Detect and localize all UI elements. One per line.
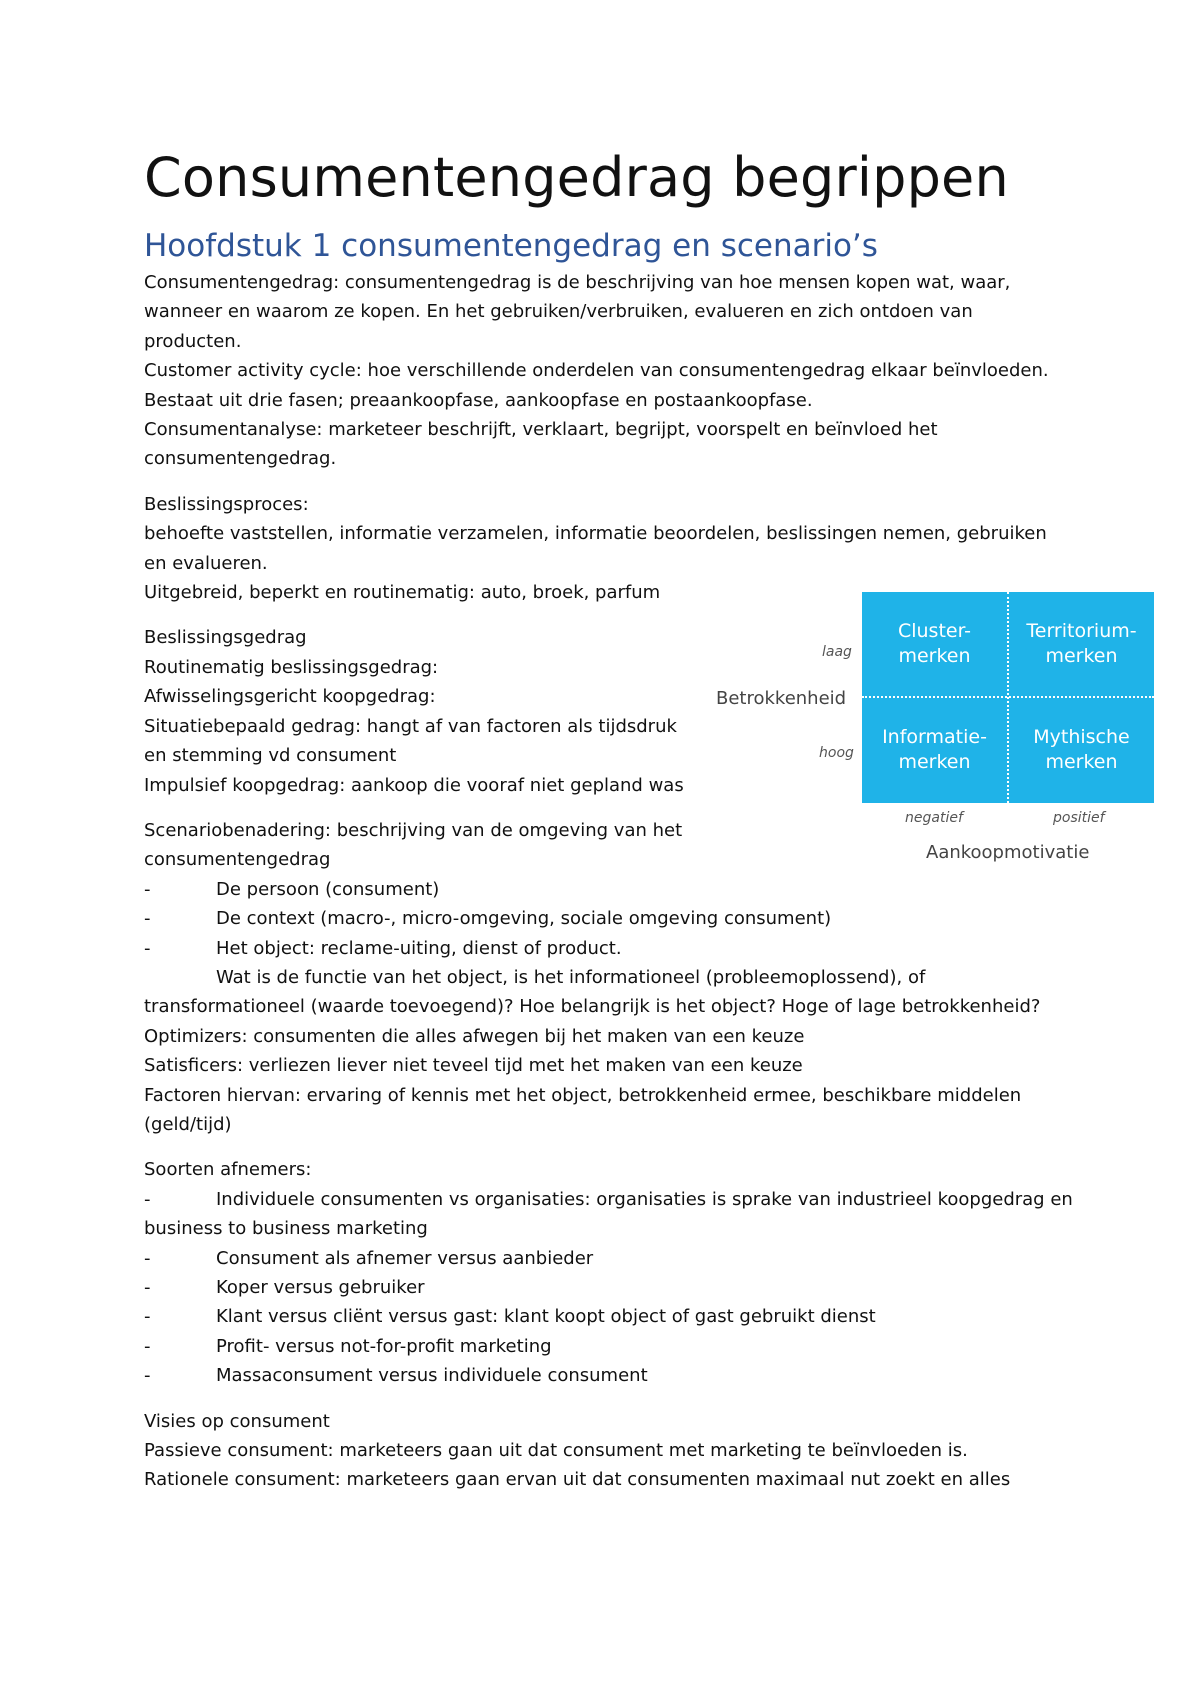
list-item-text: Consument als afnemer versus aanbieder (216, 1247, 594, 1269)
x-axis-negative-label: negatief (905, 810, 963, 826)
matrix-cell-mythische: Mythische merken (1033, 726, 1130, 773)
text-line: Bestaat uit drie fasen; preaankoopfase, aankoopfase en postaankoopfase. (144, 389, 813, 411)
list-item-text: Het object: reclame-uiting, dienst of product. (216, 937, 622, 959)
y-axis-label: Betrokkenheid (716, 688, 847, 709)
text-line: Uitgebreid, beperkt en routinematig: auto, broek, parfum (144, 582, 661, 604)
text-line: Scenariobenadering: beschrijving van de omgeving van het (144, 819, 683, 841)
text-line: Satisficers: verliezen liever niet teveel tijd met het maken van een keuze (144, 1055, 803, 1077)
list-item-text: De context (macro-, micro-omgeving, sociale omgeving consument) (216, 908, 832, 930)
text-line: Factoren hiervan: ervaring of kennis met het object, betrokkenheid ermee, beschikbare middelen (144, 1084, 1022, 1106)
document-title: Consumentengedrag begrippen (144, 146, 1009, 209)
y-axis-low-label: laag (822, 644, 852, 660)
list-item (144, 1302, 1064, 1331)
text-line: Impulsief koopgedrag: aankoop die vooraf niet gepland was (144, 774, 684, 796)
text-line: Afwisselingsgericht koopgedrag: (144, 686, 436, 708)
list-item (144, 1273, 1064, 1302)
list-item-text: Klant versus cliënt versus gast: klant koopt object of gast gebruikt dienst (216, 1306, 876, 1328)
list-item (144, 904, 1064, 933)
bullet-dash: - (144, 1188, 151, 1210)
x-axis-label: Aankoopmotivatie (926, 842, 1090, 863)
intro-paragraph (144, 268, 1064, 474)
text-line: consumentengedrag (144, 849, 331, 871)
text-line: business to business marketing (144, 1218, 428, 1240)
list-item (144, 875, 1064, 904)
text-line: en evalueren. (144, 552, 268, 574)
text-line: Consumentanalyse: marketeer beschrijft, verklaart, begrijpt, voorspelt en beïnvloed het (144, 419, 938, 441)
y-axis-high-label: hoog (819, 745, 854, 761)
text-line: transformationeel (waarde toevoegend)? Hoe belangrijk is het object? Hoge of lage betrokkenheid? (144, 996, 1041, 1018)
section-label: Beslissingsgedrag (144, 627, 307, 649)
section-label: Visies op consument (144, 1410, 330, 1432)
grid-divider-horizontal (862, 696, 1154, 698)
afnemers-section (144, 1155, 1073, 1390)
text-line: Wat is de functie van het object, is het informationeel (probleemoplossend), of (216, 966, 926, 988)
beslissingsproces-section (144, 490, 1064, 608)
list-item-text: De persoon (consument) (216, 878, 440, 900)
text-line: producten. (144, 330, 242, 352)
text-line: Optimizers: consumenten die alles afwegen bij het maken van een keuze (144, 1025, 805, 1047)
bullet-dash: - (144, 878, 151, 900)
list-item (144, 1361, 1064, 1390)
text-line: behoefte vaststellen, informatie verzamelen, informatie beoordelen, beslissingen nemen, gebruiken (144, 523, 1047, 545)
visies-section (144, 1407, 1064, 1495)
list-item (144, 1332, 1064, 1361)
text-line: Consumentengedrag: consumentengedrag is de beschrijving van hoe mensen kopen wat, waar, (144, 272, 1011, 293)
text-line: consumentengedrag. (144, 448, 337, 470)
section-label: Beslissingsproces: (144, 493, 309, 515)
bullet-dash: - (144, 1277, 151, 1298)
bullet-dash: - (144, 908, 151, 930)
bullet-dash: - (144, 1247, 151, 1269)
list-item-text: Koper versus gebruiker (216, 1277, 425, 1298)
list-item (144, 1185, 1073, 1214)
text-line: Passieve consument: marketeers gaan uit dat consument met marketing te beïnvloeden is. (144, 1440, 968, 1462)
bullet-dash: - (144, 1335, 151, 1357)
section-label: Soorten afnemers: (144, 1159, 312, 1181)
text-line: Situatiebepaald gedrag: hangt af van factoren als tijdsdruk (144, 715, 677, 737)
x-axis-positive-label: positief (1053, 810, 1105, 826)
text-line: Customer activity cycle: hoe verschillende onderdelen van consumentengedrag elkaar beïnvloeden. (144, 360, 1049, 382)
text-line: wanneer en waarom ze kopen. En het gebruiken/verbruiken, evalueren en zich ontdoen van (144, 301, 973, 323)
matrix-grid (862, 592, 1154, 803)
bullet-dash: - (144, 937, 151, 959)
bullet-dash: - (144, 1365, 151, 1387)
brand-matrix-figure (700, 592, 1160, 872)
list-item-text: Profit- versus not-for-profit marketing (216, 1335, 552, 1357)
chapter-heading: Hoofdstuk 1 consumentengedrag en scenario’s (144, 228, 878, 264)
text-line: en stemming vd consument (144, 745, 397, 767)
list-item (144, 934, 1064, 963)
matrix-cell-territorium: Territorium- merken (1026, 620, 1137, 667)
matrix-cell-informatie: Informatie- merken (882, 726, 987, 773)
list-item-text: Individuele consumenten vs organisaties: organisaties is sprake van industrieel koopgedrag en (216, 1188, 1073, 1210)
text-line: Routinematig beslissingsgedrag: (144, 656, 439, 678)
list-item-text: Massaconsument versus individuele consument (216, 1365, 648, 1387)
text-line: (geld/tijd) (144, 1113, 232, 1135)
text-line: Rationele consument: marketeers gaan ervan uit dat consumenten maximaal nut zoekt en alles (144, 1469, 1011, 1491)
list-item (144, 1244, 1064, 1273)
matrix-cell-cluster: Cluster- merken (897, 620, 972, 667)
bullet-dash: - (144, 1306, 151, 1328)
